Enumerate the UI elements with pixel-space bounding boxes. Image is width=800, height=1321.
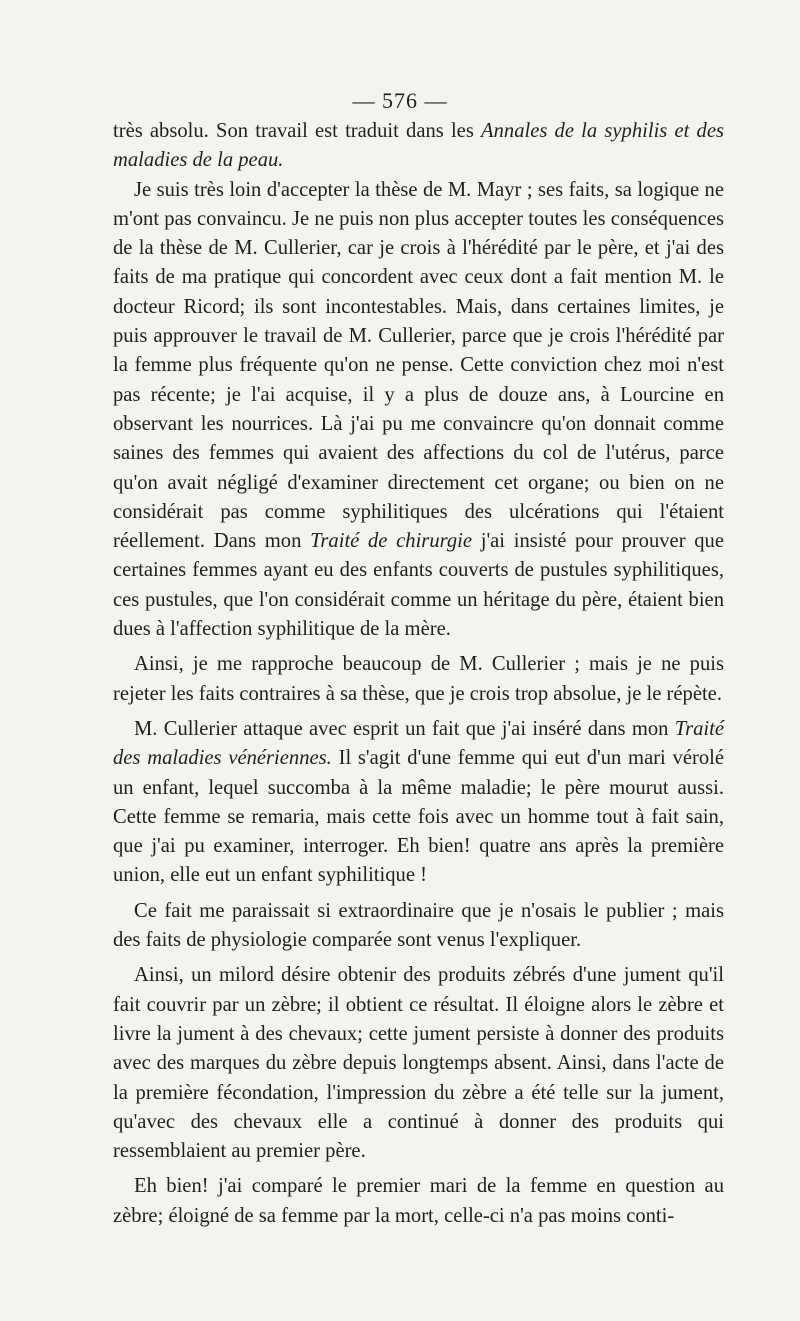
paragraph-4-italic-title: Traité des maladies vénériennes. bbox=[113, 717, 724, 770]
paragraph-2-text-end: j'ai insisté pour prouver que certaines femmes ayant eu des enfants couverts de pustules syphilitiques, ces pustules, que l'on considérait comme un héritage du père, étaient bien dues à l'affection syphilitique de la mère. bbox=[113, 530, 724, 641]
paragraph-5 bbox=[113, 897, 724, 956]
paragraph-2-italic-title: Traité de chirurgie bbox=[310, 530, 473, 553]
paragraph-3-text: Ainsi, je me rapproche beaucoup de M. Cullerier ; mais je ne puis rejeter les faits contraires à sa thèse, que je crois trop absolue, je le répète. bbox=[113, 653, 724, 705]
page-number: — 576 — bbox=[352, 88, 448, 113]
body-text bbox=[113, 117, 724, 1231]
paragraph-7-text: Eh bien! j'ai comparé le premier mari de la femme en question au zèbre; éloigné de sa femme par la mort, celle-ci n'a pas moins conti- bbox=[113, 1175, 724, 1227]
paragraph-4-text: M. Cullerier attaque avec esprit un fait que j'ai inséré dans mon bbox=[134, 717, 675, 740]
paragraph-4-text-end: Il s'agit d'une femme qui eut d'un mari vérolé un enfant, lequel succomba à la même maladie; le père mourut aussi. Cette femme se remaria, mais cette fois avec un homme tout à fait sain, que j'ai pu examiner, interroger. Eh bien! quatre ans après la première union, elle eut un enfant syphilitique ! bbox=[113, 747, 724, 887]
paragraph-1 bbox=[113, 117, 724, 176]
paragraph-3 bbox=[113, 650, 724, 709]
paragraph-6 bbox=[113, 961, 724, 1166]
paragraph-5-text: Ce fait me paraissait si extraordinaire que je n'osais le publier ; mais des faits de physiologie comparée sont venus l'expliquer. bbox=[113, 899, 724, 952]
paragraph-7 bbox=[113, 1172, 724, 1231]
paragraph-4 bbox=[113, 715, 724, 891]
paragraph-1-text: très absolu. Son travail est traduit dans les bbox=[113, 120, 482, 142]
paragraph-2 bbox=[113, 176, 724, 645]
paragraph-2-text: Je suis très loin d'accepter la thèse de M. Mayr ; ses faits, sa logique ne m'ont pas convaincu. Je ne puis non plus accepter toutes les conséquences de la thèse de M. Cullerier, car je crois à l'hérédité par le père, et j'ai des faits de ma pratique qui concordent avec ceux dont a fait mention M. le docteur Ricord; ils sont incontestables. Mais, dans certaines limites, je puis approuver le travail de M. Cullerier, parce que je crois l'hérédité par la femme plus fréquente qu'on ne pense. Cette conviction chez moi n'est pas récente; je l'ai acquise, il y a plus de douze ans, à Lourcine en observant les nourrices. Là j'ai pu me convaincre qu'on donnait comme saines des femmes qui avaient des affections du col de l'utérus, parce qu'on avait négligé d'examiner directement cet organe; ou bien on ne considérait pas comme syphilitiques des ulcérations qui l'étaient réellement. Dans mon bbox=[113, 178, 724, 553]
paragraph-1-italic-title: Annales de la syphilis et des maladies de la peau. bbox=[113, 120, 724, 172]
paragraph-6-text: Ainsi, un milord désire obtenir des produits zébrés d'une jument qu'il fait couvrir par un zèbre; il obtient ce résultat. Il éloigne alors le zèbre et livre la jument à des chevaux; cette jument persiste à donner des produits avec des marques du zèbre depuis longtemps absent. Ainsi, dans l'acte de la première fécondation, l'impression du zèbre a été telle sur la jument, qu'avec des chevaux elle a continué à donner des produits qui ressemblaient au premier père. bbox=[113, 964, 724, 1163]
